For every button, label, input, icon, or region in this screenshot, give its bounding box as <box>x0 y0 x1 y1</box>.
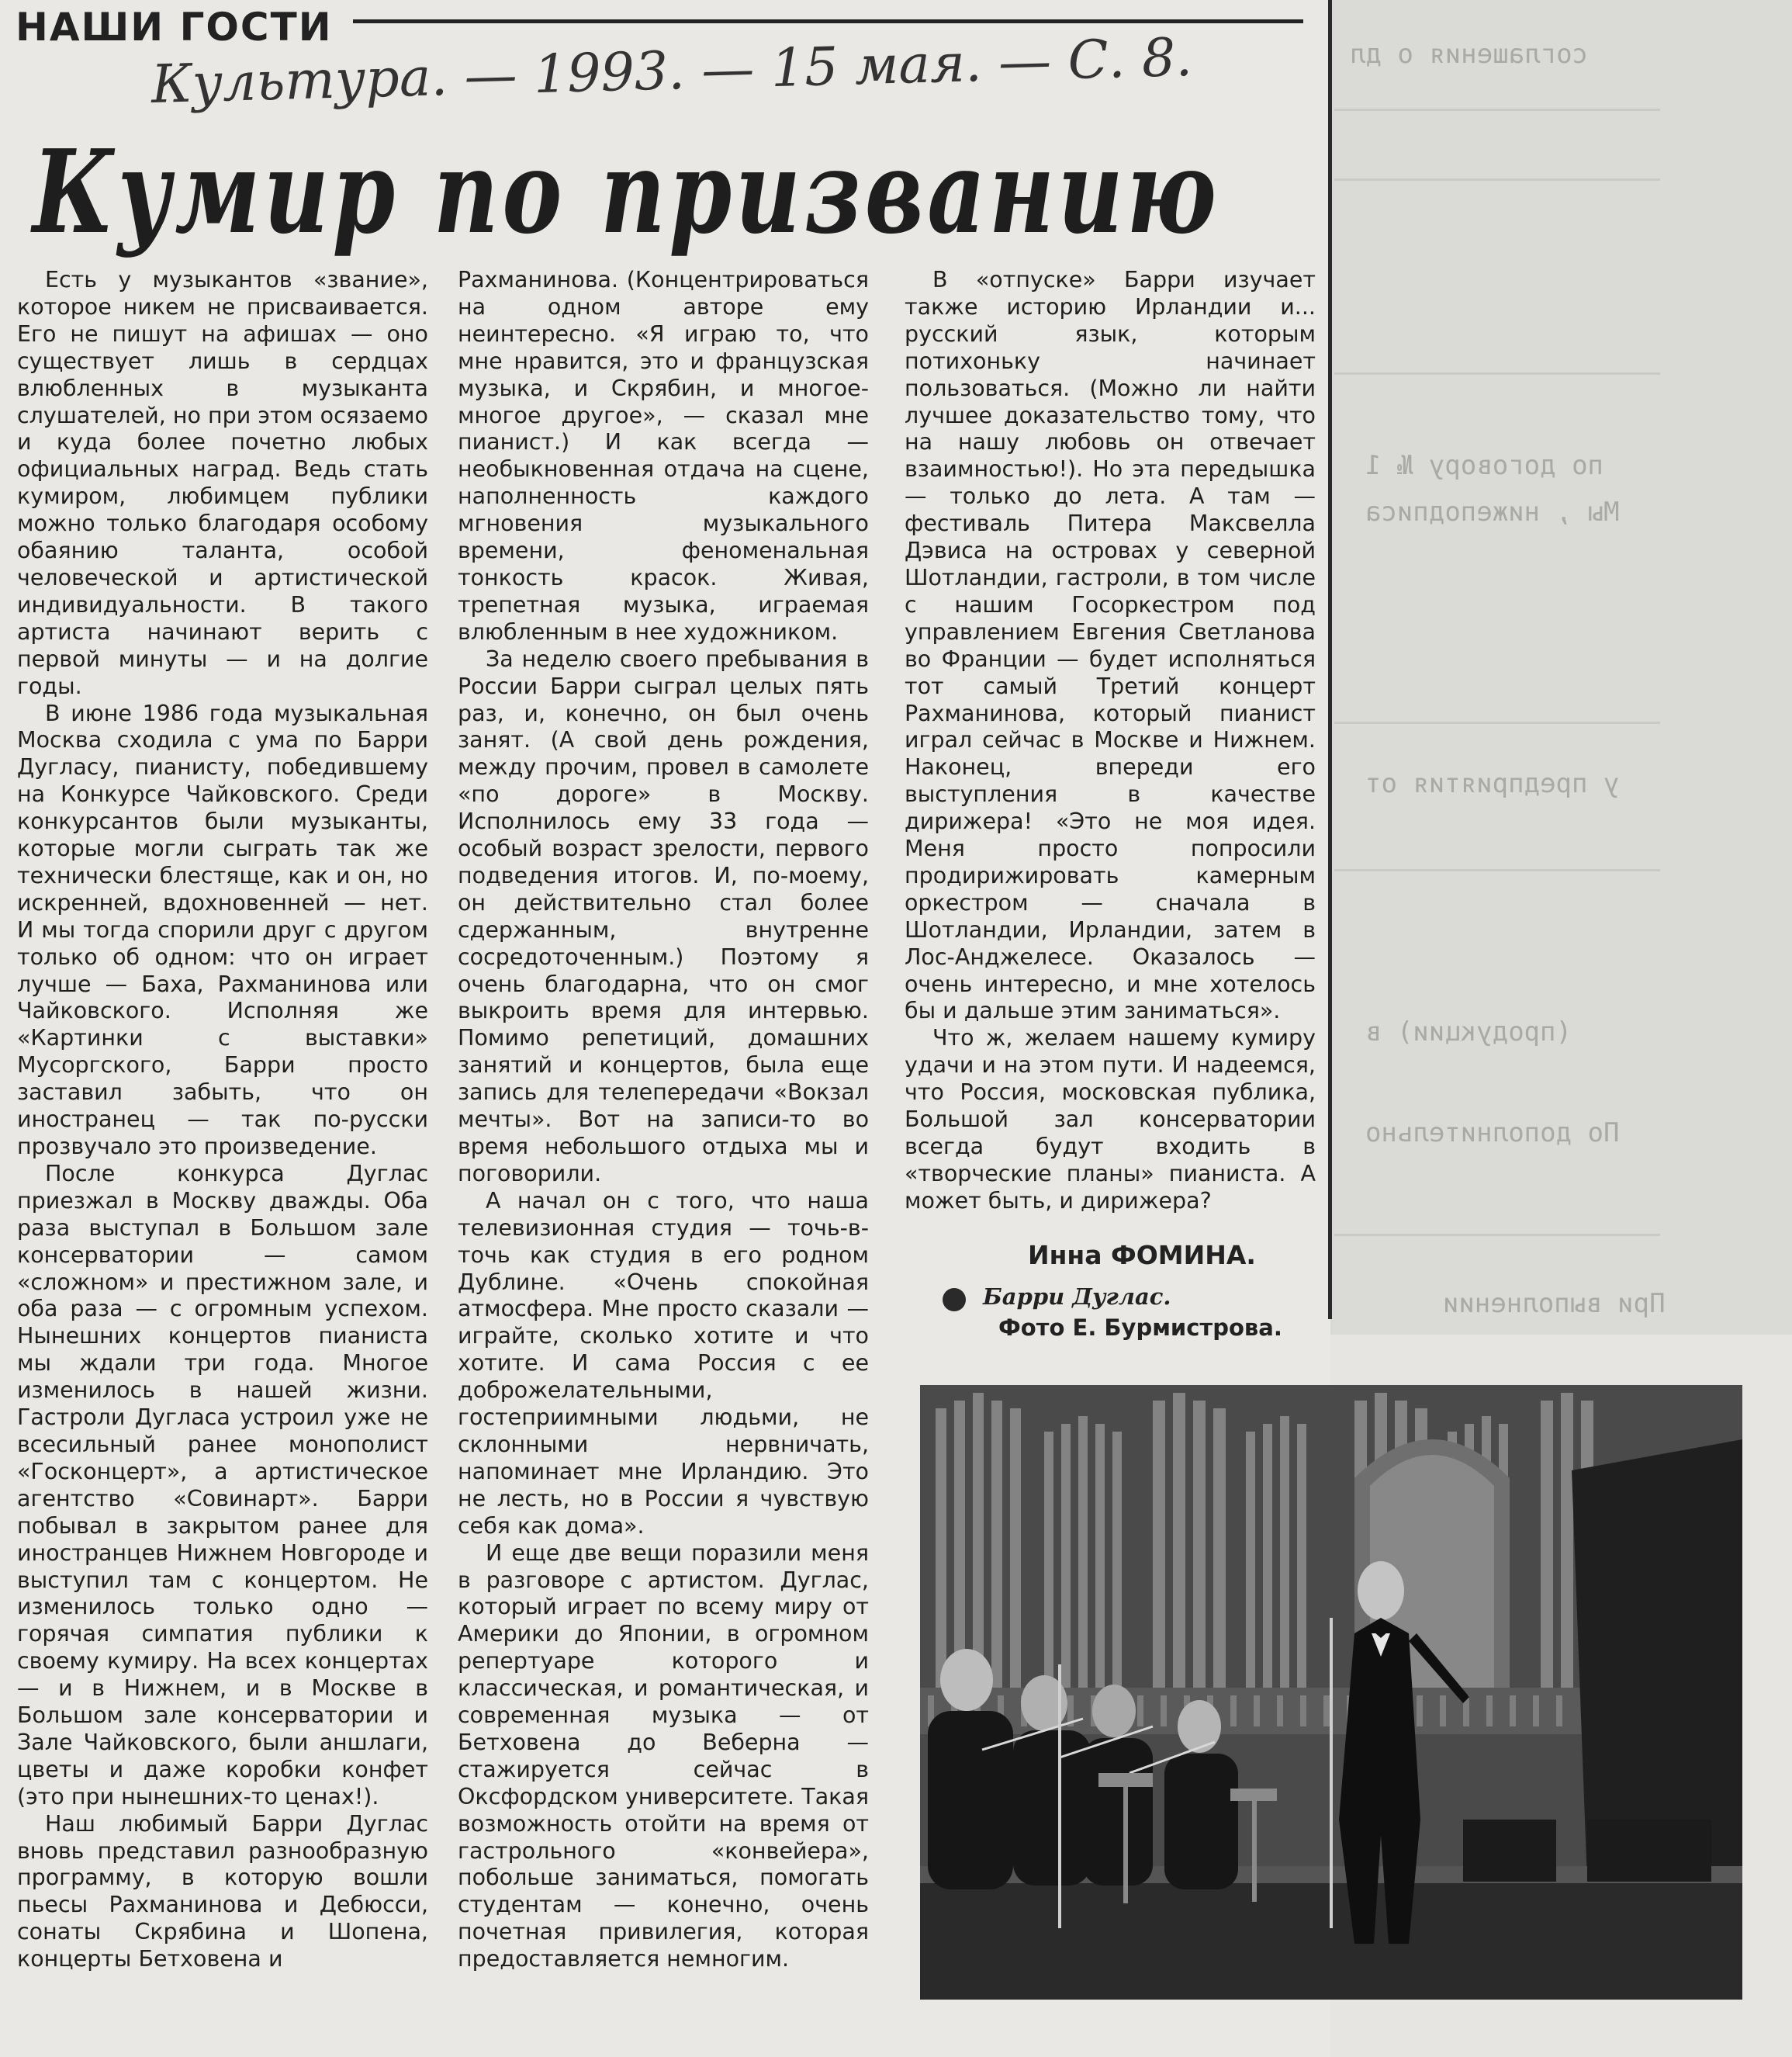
ghost-text: у предприятия от <box>1365 768 1620 799</box>
paragraph: И еще две вещи поразили меня в разговоре с артистом. Дуглас, который играет по всему миру от Америки до Японии, в огромном репертуаре которого и классическая, и романтическая, и современная музыка — от Бетховена до Веберна — стажируется сейчас в Оксфордском университете. Такая возможность отойти на время от гастрольного «конвейера», побольше заниматься, помогать студентам — конечно, очень почетная привилегия, которая предоставляется немногим. <box>458 1539 869 1972</box>
caption-credit: Фото Е. Бурмистрова. <box>998 1314 1282 1341</box>
bullet-icon <box>943 1288 966 1311</box>
ghost-rule <box>1334 869 1660 871</box>
paragraph: А начал он с того, что наша телевизионная студия — точь-в-точь как студия в его родном Дублине. «Очень спокойная атмосфера. Мне просто сказали — играйте, сколько хотите и что хотите. И сама Россия с ее доброжелательными, гостеприимными людьми, не склонными нервничать, напоминает мне Ирландию. Это не лесть, но в России я чувствую себя как дома». <box>458 1187 869 1539</box>
ghost-rule <box>1334 178 1660 181</box>
article-column-3 <box>905 267 1316 1215</box>
ghost-text: (продукции) в <box>1365 1016 1572 1048</box>
concert-photo-illustration <box>920 1385 1742 2000</box>
article-column-2 <box>458 267 869 1973</box>
author-byline: Инна ФОМИНА. <box>1028 1240 1256 1270</box>
ghost-text: По дополнительно <box>1365 1117 1620 1148</box>
article-column-1 <box>17 267 428 1973</box>
concert-photo <box>920 1385 1742 2000</box>
clipping-edge <box>1328 0 1332 1319</box>
paragraph: Рахманинова. (Концентрироваться на одном авторе ему неинтересно. «Я играю то, что мне нравится, это и французская музыка, и Скрябин, и многое-многое другое», — сказал мне пианист.) И как всегда — необыкновенная отдача на сцене, наполненность каждого мгновения музыкального времени, феноменальная тонкость красок. Живая, трепетная музыка, играемая влюбленным в нее художником. <box>458 267 869 645</box>
article-headline: Кумир по призванию <box>33 124 1220 259</box>
paragraph: После конкурса Дуглас приезжал в Москву дважды. Оба раза выступал в Большом зале консерватории — самом «сложном» и престижном зале, и оба раза — с огромным успехом. Нынешних концертов пианиста мы ждали три года. Многое изменилось в нашей жизни. Гастроли Дугласа устроил уже не всесильный ранее монополист «Госконцерт», а артистическое агентство «Совинарт». Барри побывал в закрытом ранее для иностранцев Нижнем Новгороде и выступил там с концертом. Не изменилось только одно — горячая симпатия публики к своему кумиру. На всех концертах — и в Нижнем, и в Москве в Большом зале консерватории и Зале Чайковского, были аншлаги, цветы и даже коробки конфет (это при нынешних-то ценах!). <box>17 1160 428 1809</box>
rubric-label: НАШИ ГОСТИ <box>16 5 333 50</box>
rubric-rule <box>353 19 1303 23</box>
paragraph: Наш любимый Барри Дуглас вновь представил разнообразную программу, в которую вошли пьесы Рахманинова и Дебюсси, сонаты Скрябина и Шопена, концерты Бетховена и <box>17 1810 428 1972</box>
ghost-rule <box>1334 1234 1660 1236</box>
paragraph: В июне 1986 года музыкальная Москва сходила с ума по Барри Дугласу, пианисту, победившему на Конкурсе Чайковского. Среди конкурсантов были музыканты, которые могли сыграть так же технически блестяще, как и он, но искренней, вдохновенней — нет. И мы тогда спорили друг с другом только об одном: что он играет лучше — Баха, Рахманинова или Чайковского. Исполняя же «Картинки с выставки» Мусоргского, Барри просто заставил забыть, что он иностранец — так по-русски прозвучало это произведение. <box>17 700 428 1159</box>
caption-subject: Барри Дуглас. <box>983 1283 1171 1310</box>
ghost-text: соглашения о дл <box>1350 39 1589 70</box>
ghost-text: по договору № 1 <box>1365 450 1604 481</box>
backing-paper <box>1334 0 1792 1335</box>
paragraph: Что ж, желаем нашему кумиру удачи и на этом пути. И надеемся, что Россия, московская публика, Большой зал консерватории всегда будут входить в «творческие планы» пианиста. А может быть, и дирижера? <box>905 1025 1316 1214</box>
paragraph: Есть у музыкантов «звание», которое никем не присваивается. Его не пишут на афишах — оно существует лишь в сердцах влюбленных в музыканта слушателей, но при этом осязаемо и куда более почетно любых официальных наград. Ведь стать кумиром, любимцем публики можно только благодаря особому обаянию таланта, особой человеческой и артистической индивидуальности. В такого артиста начинают верить с первой минуты — и на долгие годы. <box>17 267 428 699</box>
ghost-rule <box>1334 722 1660 724</box>
handwritten-source-note: Культура. — 1993. — 15 мая. — С. 8. <box>150 26 1193 116</box>
paragraph: За неделю своего пребывания в России Барри сыграл целых пять раз, и, конечно, он был очень занят. (А свой день рождения, между прочим, провел в самолете «по дороге» в Москву. Исполнилось ему 33 года — особый возраст зрелости, первого подведения итогов. И, по-моему, он действительно стал более сдержанным, внутренне сосредоточенным.) Поэтому я очень благодарна, что он смог выкроить время для интервью. Помимо репетиций, домашних занятий и концертов, была еще запись для телепередачи «Вокзал мечты». Вот на записи-то во время небольшого отдыха мы и поговорили. <box>458 646 869 1186</box>
ghost-text: При выполнении <box>1443 1288 1666 1319</box>
paragraph: В «отпуске» Барри изучает также историю Ирландии и... русский язык, которым потихоньку начинает пользоваться. (Можно ли найти лучшее доказательство тому, что на нашу любовь он отвечает взаимностью!). Но эта передышка — только до лета. А там — фестиваль Питера Максвелла Дэвиса на островах у северной Шотландии, гастроли, в том числе с нашим Госоркестром под управлением Евгения Светланова во Франции — будет исполняться тот самый Третий концерт Рахманинова, который пианист играл сейчас в Москве и Нижнем. Наконец, впереди его выступления в качестве дирижера! «Это не моя идея. Меня просто попросили продирижировать камерным оркестром — сначала в Шотландии, Ирландии, затем в Лос-Анджелесе. Оказалось — очень интересно, и мне хотелось бы и дальше этим заниматься». <box>905 267 1316 1024</box>
ghost-rule <box>1334 372 1660 375</box>
ghost-text: Мы , нижеподписа <box>1365 497 1620 528</box>
ghost-rule <box>1334 109 1660 111</box>
